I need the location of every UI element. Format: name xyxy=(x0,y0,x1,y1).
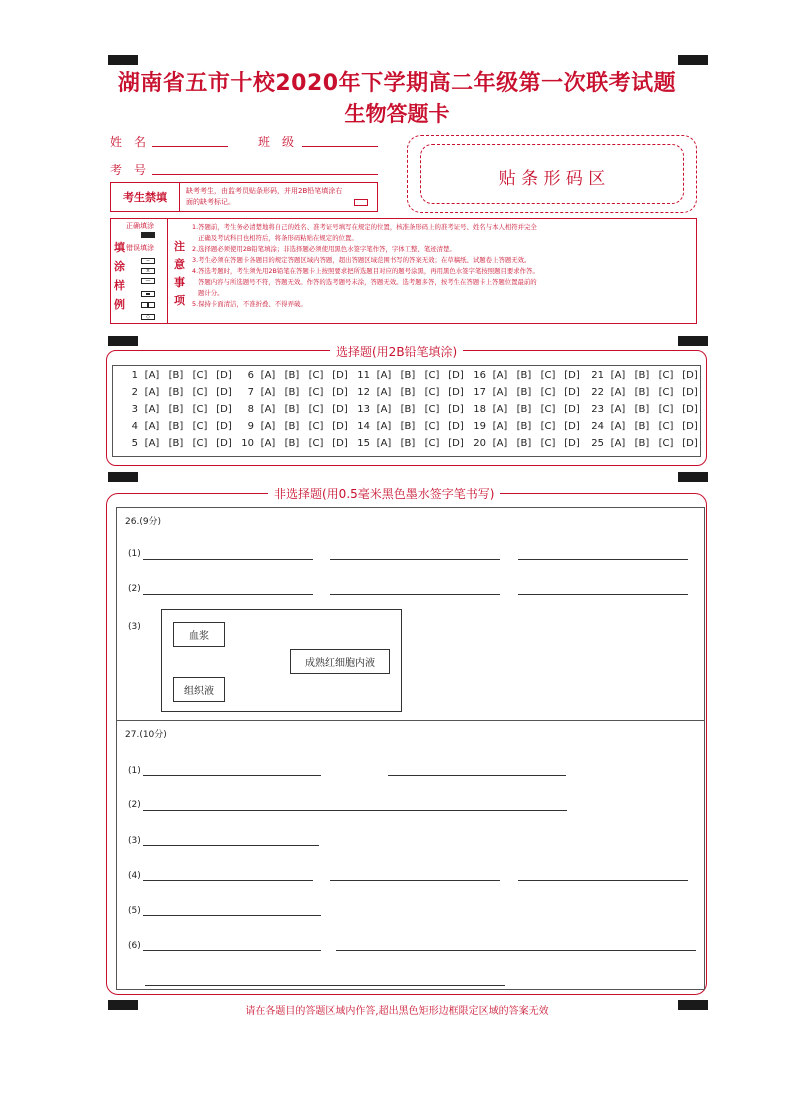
name-label: 姓 名 xyxy=(110,135,147,149)
option-bubble[interactable]: [A] xyxy=(492,370,508,381)
barcode-label: 贴 条 形 码 区 xyxy=(498,169,606,189)
sample-wrong-mark-5 xyxy=(141,302,155,308)
question-number: 7 xyxy=(247,387,254,398)
registration-mark-top-left xyxy=(108,55,138,65)
choice-question-22 xyxy=(588,387,702,398)
question-number: 5 xyxy=(131,438,138,449)
q27-4-blank-1[interactable] xyxy=(143,880,313,881)
option-bubble[interactable]: [D] xyxy=(216,387,232,398)
q27-4-blank-2[interactable] xyxy=(330,880,500,881)
question-number: 25 xyxy=(591,438,604,449)
option-bubble[interactable]: [A] xyxy=(492,387,508,398)
absent-mark-checkbox[interactable] xyxy=(354,199,368,206)
sample-wrong-mark-6: ◇ xyxy=(141,314,155,320)
notice-line: 答题内容与所选题号不符，答题无效。作答的选考题号未涂，答题无效。选考题多答，按考生在答题卡上答题位置最前的 xyxy=(198,278,537,286)
option-bubble[interactable]: [B] xyxy=(168,387,184,398)
registration-mark-mid-right-2 xyxy=(678,472,708,482)
question-number: 14 xyxy=(357,421,370,432)
option-bubble[interactable]: [C] xyxy=(424,370,440,381)
option-bubble[interactable]: [C] xyxy=(424,438,440,449)
question-number: 17 xyxy=(473,387,486,398)
option-bubble[interactable]: [C] xyxy=(540,404,556,415)
page-title: 湖南省五市十校2020年下学期高二年级第一次联考试题 xyxy=(117,71,677,96)
option-bubble[interactable]: [D] xyxy=(682,404,698,415)
notice-line: 正确及考试科目也相符后，将条形码粘贴在规定的位置。 xyxy=(198,234,358,242)
option-bubble[interactable]: [C] xyxy=(658,387,674,398)
option-bubble[interactable]: [C] xyxy=(658,438,674,449)
choice-question-25 xyxy=(588,438,702,449)
option-bubble[interactable]: [B] xyxy=(400,421,416,432)
option-bubble[interactable]: [C] xyxy=(308,438,324,449)
choice-question-6 xyxy=(238,370,352,381)
q26-label-1: (1) xyxy=(128,549,141,559)
sample-correct-mark xyxy=(141,232,155,238)
option-bubble[interactable]: [C] xyxy=(540,387,556,398)
choice-question-8 xyxy=(238,404,352,415)
q26-1-blank-3[interactable] xyxy=(518,559,688,560)
option-bubble[interactable]: [B] xyxy=(168,421,184,432)
notice-side-label xyxy=(174,238,188,310)
choice-question-1 xyxy=(122,370,236,381)
registration-mark-mid-left-2 xyxy=(108,472,138,482)
option-bubble[interactable]: [D] xyxy=(682,370,698,381)
option-bubble[interactable]: [D] xyxy=(682,421,698,432)
option-bubble[interactable]: [A] xyxy=(144,387,160,398)
choice-question-24 xyxy=(588,421,702,432)
sample-side-char: 涂 xyxy=(114,260,125,273)
option-bubble[interactable]: [C] xyxy=(308,421,324,432)
sample-side-label xyxy=(114,238,128,314)
question-number: 13 xyxy=(357,404,370,415)
question-number: 15 xyxy=(357,438,370,449)
notice-line: 3.考生必须在答题卡各题目的规定答题区域内答题，超出答题区域范围书写的答案无效；在草稿纸、试题卷上答题无效。 xyxy=(192,256,531,264)
option-bubble[interactable]: [D] xyxy=(332,387,348,398)
option-bubble[interactable]: [A] xyxy=(610,387,626,398)
notice-line: 5.保持卡面清洁，不准折叠、不得弄破。 xyxy=(192,300,307,308)
q27-label-6: (6) xyxy=(128,941,141,951)
q26-1-blank-1[interactable] xyxy=(143,559,313,560)
option-bubble[interactable]: [D] xyxy=(448,438,464,449)
registration-mark-mid-left-1 xyxy=(108,336,138,346)
option-bubble[interactable]: [A] xyxy=(260,370,276,381)
q27-5-blank[interactable] xyxy=(143,915,321,916)
option-bubble[interactable]: [A] xyxy=(492,421,508,432)
choice-question-19 xyxy=(470,421,584,432)
option-bubble[interactable]: [D] xyxy=(216,370,232,381)
q26-2-blank-1[interactable] xyxy=(143,594,313,595)
q27-1-blank-1[interactable] xyxy=(143,775,321,776)
option-bubble[interactable]: [D] xyxy=(448,370,464,381)
registration-mark-mid-right-1 xyxy=(678,336,708,346)
option-bubble[interactable]: [B] xyxy=(516,438,532,449)
q27-1-blank-2[interactable] xyxy=(388,775,566,776)
registration-mark-top-right xyxy=(678,55,708,65)
question-number: 10 xyxy=(241,438,254,449)
notice-text xyxy=(192,222,694,310)
name-field[interactable] xyxy=(152,146,228,147)
forbidden-text-1: 缺考考生，由监考员贴条形码，并用2B铅笔填涂右 xyxy=(186,187,343,195)
option-bubble[interactable]: [D] xyxy=(216,404,232,415)
option-bubble[interactable]: [A] xyxy=(610,370,626,381)
option-bubble[interactable]: [B] xyxy=(400,387,416,398)
option-bubble[interactable]: [A] xyxy=(610,404,626,415)
q26-1-blank-2[interactable] xyxy=(330,559,500,560)
sample-wrong-mark-3: — xyxy=(141,278,155,284)
question-number: 12 xyxy=(357,387,370,398)
option-bubble[interactable]: [A] xyxy=(376,438,392,449)
q27-2-blank[interactable] xyxy=(143,810,567,811)
option-bubble[interactable]: [A] xyxy=(260,404,276,415)
forbidden-text-2: 面的缺考标记。 xyxy=(186,198,235,206)
option-bubble[interactable]: [C] xyxy=(540,370,556,381)
option-bubble[interactable]: [C] xyxy=(540,438,556,449)
option-bubble[interactable]: [D] xyxy=(332,421,348,432)
option-bubble[interactable]: [B] xyxy=(516,404,532,415)
option-bubble[interactable]: [B] xyxy=(400,370,416,381)
question-number: 22 xyxy=(591,387,604,398)
option-bubble[interactable]: [D] xyxy=(448,404,464,415)
notice-side-char: 项 xyxy=(174,294,185,307)
q27-title: 27.(10分) xyxy=(125,730,167,740)
footer-note: 请在各题目的答题区域内作答,超出黑色矩形边框限定区域的答案无效 xyxy=(245,1006,549,1017)
option-bubble[interactable]: [B] xyxy=(284,387,300,398)
sample-side-char: 样 xyxy=(114,279,125,292)
option-bubble[interactable]: [B] xyxy=(516,370,532,381)
notice-side-char: 意 xyxy=(174,258,185,271)
choice-question-5 xyxy=(122,438,236,449)
option-bubble[interactable]: [B] xyxy=(284,370,300,381)
question-number: 11 xyxy=(357,370,370,381)
question-number: 21 xyxy=(591,370,604,381)
plasma-box: 血浆 xyxy=(173,622,225,647)
question-number: 18 xyxy=(473,404,486,415)
option-bubble[interactable]: [A] xyxy=(144,421,160,432)
choice-question-20 xyxy=(470,438,584,449)
choice-question-4 xyxy=(122,421,236,432)
question-number: 6 xyxy=(247,370,254,381)
option-bubble[interactable]: [C] xyxy=(658,404,674,415)
option-bubble[interactable]: [C] xyxy=(192,438,208,449)
choice-question-16 xyxy=(470,370,584,381)
question-number: 20 xyxy=(473,438,486,449)
choice-question-17 xyxy=(470,387,584,398)
tissue-fluid-box: 组织液 xyxy=(173,677,225,702)
question-number: 4 xyxy=(131,421,138,432)
option-bubble[interactable]: [D] xyxy=(564,370,580,381)
option-bubble[interactable]: [A] xyxy=(492,404,508,415)
option-bubble[interactable]: [D] xyxy=(216,421,232,432)
option-bubble[interactable]: [B] xyxy=(284,438,300,449)
choice-section-title: 选择题(用2B铅笔填涂) xyxy=(330,343,463,360)
question-number: 9 xyxy=(247,421,254,432)
option-bubble[interactable]: [C] xyxy=(308,370,324,381)
q27-6-blank-3[interactable] xyxy=(145,985,505,986)
option-bubble[interactable]: [C] xyxy=(658,370,674,381)
option-bubble[interactable]: [D] xyxy=(332,438,348,449)
option-bubble[interactable]: [D] xyxy=(448,421,464,432)
choice-question-18 xyxy=(470,404,584,415)
option-bubble[interactable]: [C] xyxy=(308,404,324,415)
q27-6-blank-1[interactable] xyxy=(143,950,321,951)
exam-no-label: 考 号 xyxy=(110,163,147,177)
option-bubble[interactable]: [A] xyxy=(260,438,276,449)
sample-wrong-mark-1: − xyxy=(141,258,155,264)
option-bubble[interactable]: [D] xyxy=(216,438,232,449)
option-bubble[interactable]: [A] xyxy=(376,404,392,415)
option-bubble[interactable]: [B] xyxy=(284,421,300,432)
option-bubble[interactable]: [C] xyxy=(192,370,208,381)
q27-3-blank[interactable] xyxy=(143,845,319,846)
q27-label-4: (4) xyxy=(128,871,141,881)
sample-correct-label: 正确填涂 xyxy=(126,222,154,230)
choice-question-14 xyxy=(354,421,468,432)
class-field[interactable] xyxy=(302,146,378,147)
option-bubble[interactable]: [B] xyxy=(516,421,532,432)
sample-side-char: 例 xyxy=(114,298,125,311)
option-bubble[interactable]: [C] xyxy=(192,421,208,432)
choice-question-3 xyxy=(122,404,236,415)
choice-question-23 xyxy=(588,404,702,415)
choice-question-12 xyxy=(354,387,468,398)
notice-line: 题计分。 xyxy=(198,289,224,297)
notice-line: 2.选择题必须使用2B铅笔填涂；非选择题必须使用黑色水签字笔作答，字体工整、笔迹清楚。 xyxy=(192,245,456,253)
exam-no-field[interactable] xyxy=(152,174,378,175)
option-bubble[interactable]: [C] xyxy=(424,404,440,415)
q27-label-3: (3) xyxy=(128,836,141,846)
option-bubble[interactable]: [A] xyxy=(610,421,626,432)
choice-question-21 xyxy=(588,370,702,381)
notice-line: 1.答题前，考生务必清楚地将自己的姓名、准考证号填写在规定的位置，核准条形码上的准考证号、姓名与本人相符并完全 xyxy=(192,223,537,231)
option-bubble[interactable]: [B] xyxy=(168,370,184,381)
option-bubble[interactable]: [C] xyxy=(192,404,208,415)
question-number: 23 xyxy=(591,404,604,415)
option-bubble[interactable]: [A] xyxy=(144,404,160,415)
question-number: 3 xyxy=(131,404,138,415)
q26-label-2: (2) xyxy=(128,584,141,594)
q27-6-blank-2[interactable] xyxy=(336,950,696,951)
q27-label-5: (5) xyxy=(128,906,141,916)
q27-4-blank-3[interactable] xyxy=(518,880,688,881)
page-subtitle: 生物答题卡 xyxy=(344,102,450,126)
option-bubble[interactable]: [B] xyxy=(284,404,300,415)
option-bubble[interactable]: [D] xyxy=(564,387,580,398)
option-bubble[interactable]: [B] xyxy=(634,404,650,415)
option-bubble[interactable]: [D] xyxy=(682,387,698,398)
option-bubble[interactable]: [D] xyxy=(564,421,580,432)
choice-question-13 xyxy=(354,404,468,415)
option-bubble[interactable]: [B] xyxy=(400,404,416,415)
option-bubble[interactable]: [A] xyxy=(376,370,392,381)
choice-question-2 xyxy=(122,387,236,398)
notice-line: 4.答选考题时，考生须先用2B铅笔在答题卡上按照要求把所选题目对应的题号涂黑，再用黑色水签字笔按照题目要求作答。 xyxy=(192,267,539,275)
choice-question-7 xyxy=(238,387,352,398)
q27-label-2: (2) xyxy=(128,800,141,810)
option-bubble[interactable]: [D] xyxy=(332,404,348,415)
question-number: 24 xyxy=(591,421,604,432)
option-bubble[interactable]: [B] xyxy=(634,438,650,449)
question-number: 2 xyxy=(131,387,138,398)
option-bubble[interactable]: [D] xyxy=(448,387,464,398)
q26-label-3: (3) xyxy=(128,622,141,632)
option-bubble[interactable]: [C] xyxy=(424,421,440,432)
option-bubble[interactable]: [C] xyxy=(540,421,556,432)
notice-side-char: 注 xyxy=(174,240,185,253)
question-number: 8 xyxy=(247,404,254,415)
forbidden-label: 考生禁填 xyxy=(123,191,167,204)
sample-wrong-mark-2: × xyxy=(141,268,155,274)
option-bubble[interactable]: [B] xyxy=(168,438,184,449)
q26-2-blank-3[interactable] xyxy=(518,594,688,595)
option-bubble[interactable]: [B] xyxy=(634,421,650,432)
q27-label-1: (1) xyxy=(128,766,141,776)
sample-wrong-label: 错误填涂 xyxy=(126,244,154,252)
choice-question-10 xyxy=(238,438,352,449)
option-bubble[interactable]: [C] xyxy=(424,387,440,398)
sample-side-char: 填 xyxy=(114,241,125,254)
option-bubble[interactable]: [A] xyxy=(376,421,392,432)
option-bubble[interactable]: [C] xyxy=(658,421,674,432)
choice-question-11 xyxy=(354,370,468,381)
option-bubble[interactable]: [A] xyxy=(144,438,160,449)
sample-wrong-mark-4 xyxy=(141,291,155,297)
question-number: 1 xyxy=(131,370,138,381)
option-bubble[interactable]: [B] xyxy=(634,370,650,381)
choice-question-9 xyxy=(238,421,352,432)
option-bubble[interactable]: [D] xyxy=(682,438,698,449)
option-bubble[interactable]: [A] xyxy=(492,438,508,449)
question-number: 16 xyxy=(473,370,486,381)
option-bubble[interactable]: [A] xyxy=(260,387,276,398)
option-bubble[interactable]: [A] xyxy=(260,421,276,432)
option-bubble[interactable]: [A] xyxy=(144,370,160,381)
option-bubble[interactable]: [B] xyxy=(516,387,532,398)
option-bubble[interactable]: [D] xyxy=(564,404,580,415)
rbc-fluid-box: 成熟红细胞内液 xyxy=(290,649,390,674)
option-bubble[interactable]: [C] xyxy=(308,387,324,398)
q26-2-blank-2[interactable] xyxy=(330,594,500,595)
option-bubble[interactable]: [A] xyxy=(610,438,626,449)
free-section-title: 非选择题(用0.5毫米黑色墨水签字笔书写) xyxy=(268,485,500,502)
q26-title: 26.(9分) xyxy=(125,517,162,527)
question-number: 19 xyxy=(473,421,486,432)
option-bubble[interactable]: [B] xyxy=(168,404,184,415)
option-bubble[interactable]: [D] xyxy=(564,438,580,449)
notice-side-char: 事 xyxy=(174,276,185,289)
option-bubble[interactable]: [D] xyxy=(332,370,348,381)
option-bubble[interactable]: [B] xyxy=(634,387,650,398)
class-label: 班 级 xyxy=(258,135,295,149)
option-bubble[interactable]: [B] xyxy=(400,438,416,449)
option-bubble[interactable]: [C] xyxy=(192,387,208,398)
option-bubble[interactable]: [A] xyxy=(376,387,392,398)
choice-question-15 xyxy=(354,438,468,449)
